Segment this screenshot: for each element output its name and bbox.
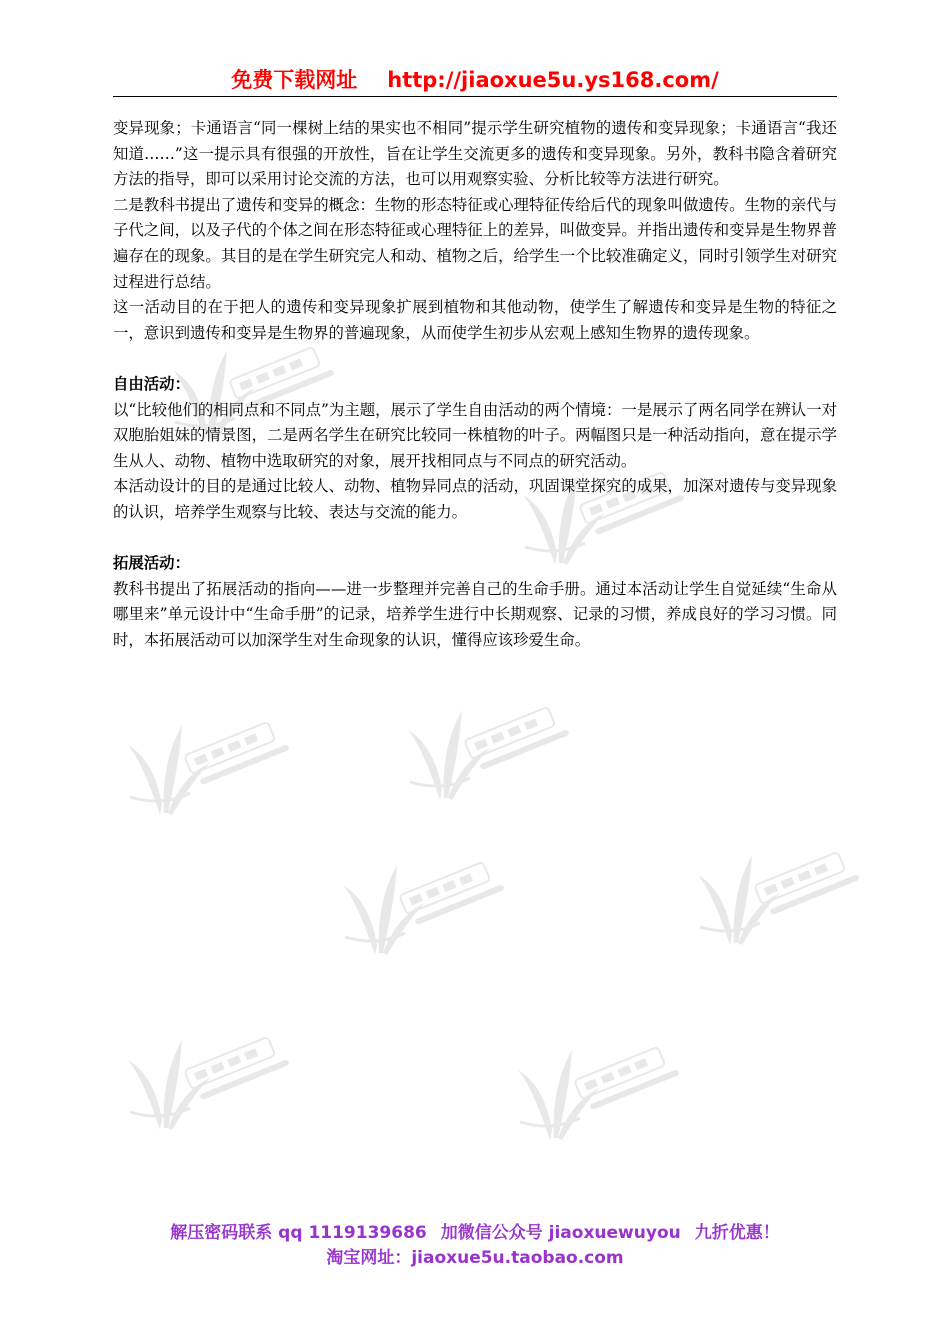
paragraph-intro-2: 二是教科书提出了遗传和变异的概念：生物的形态特征或心理特征传给后代的现象叫做遗传。生物的亲代与子代之间，以及子代的个体之间在形态特征或心理特征上的差异，叫做变异。并指出遗传和变异是生物界普遍存在的现象。其目的是在学生研究完人和动、植物之后，给学生一个比较准确定义，同时引领学生对研究过程进行总结。 <box>113 195 837 291</box>
footer-wechat: 加微信公众号 jiaoxuewuyou <box>440 1223 681 1243</box>
paragraph-intro-3: 这一活动目的在于把人的遗传和变异现象扩展到植物和其他动物，使学生了解遗传和变异是生物的特征之一，意识到遗传和变异是生物界的普遍现象，从而使学生初步从宏观上感知生物界的遗传现象。 <box>113 298 837 342</box>
header-banner <box>0 64 950 94</box>
footer-shop-link[interactable]: 淘宝网址：jiaoxue5u.taobao.com <box>326 1248 624 1268</box>
footer-discount: 九折优惠！ <box>694 1223 780 1243</box>
header-url-link[interactable]: http://jiaoxue5u.ys168.com/ <box>387 68 719 92</box>
paragraph-free-1: 以“比较他们的相同点和不同点”为主题，展示了学生自由活动的两个情境：一是展示了两名同学在辨认一对双胞胎姐妹的情景图，二是两名学生在研究比较同一株植物的叶子。两幅图只是一种活动指向，意在提示学生从人、动物、植物中选取研究的对象，展开找相同点与不同点的研究活动。 <box>113 400 837 470</box>
watermark-logo <box>120 705 310 825</box>
footer-contact-line <box>0 1218 950 1243</box>
heading-free-activity: 自由活动： <box>113 374 190 393</box>
watermark-logo <box>335 845 525 965</box>
footer-shop-line <box>0 1243 950 1268</box>
header-divider <box>113 96 837 97</box>
paragraph-free-2: 本活动设计的目的是通过比较人、动物、植物异同点的活动，巩固课堂探究的成果，加深对遗传与变异现象的认识，培养学生观察与比较、表达与交流的能力。 <box>113 477 837 521</box>
footer-qq-contact: 解压密码联系 qq 1119139686 <box>170 1223 427 1243</box>
watermark-logo <box>510 1030 700 1150</box>
watermark-logo <box>690 835 880 955</box>
document-body <box>113 116 837 653</box>
paragraph-intro-1: 变异现象；卡通语言“同一棵树上结的果实也不相同”提示学生研究植物的遗传和变异现象；卡通语言“我还知道……”这一提示具有很强的开放性，旨在让学生交流更多的遗传和变异现象。另外，教科书隐含着研究方法的指导，即可以采用讨论交流的方法，也可以用观察实验、分析比较等方法进行研究。 <box>113 119 837 189</box>
heading-extension-activity: 拓展活动： <box>113 554 190 573</box>
watermark-logo <box>120 1020 310 1140</box>
watermark-logo <box>400 690 590 810</box>
paragraph-extension-1: 教科书提出了拓展活动的指向——进一步整理并完善自己的生命手册。通过本活动让学生自觉延续“生命从哪里来”单元设计中“生命手册”的记录，培养学生进行中长期观察、记录的习惯，养成良好的学习习惯。同时，本拓展活动可以加深学生对生命现象的认识，懂得应该珍爱生命。 <box>113 579 837 649</box>
header-label: 免费下载网址 <box>231 68 358 92</box>
